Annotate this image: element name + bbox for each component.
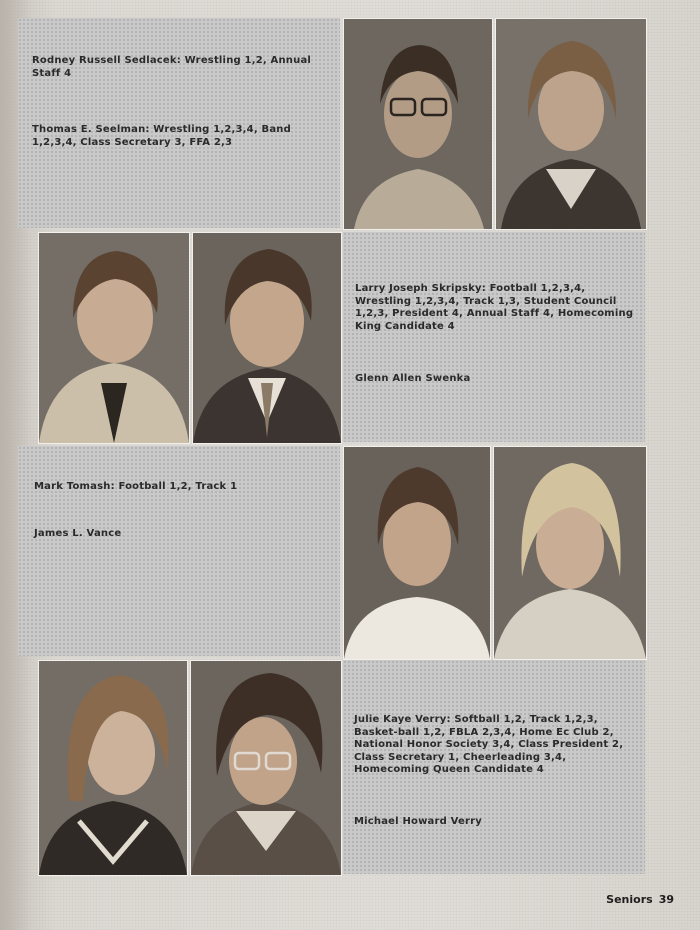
portrait-tomash	[343, 446, 491, 660]
portrait-skripsky-figure	[39, 233, 189, 443]
caption-vance: James L. Vance	[34, 528, 122, 539]
portrait-vance-figure	[494, 447, 646, 659]
portrait-julie-verry-figure	[39, 661, 187, 875]
portrait-seelman-figure	[496, 19, 646, 229]
caption-panel-row3	[18, 446, 340, 656]
portrait-julie-verry	[38, 660, 188, 876]
caption-panel-row2	[343, 232, 645, 442]
page-footer	[600, 893, 674, 906]
portrait-michael-verry	[190, 660, 342, 876]
portrait-skripsky	[38, 232, 190, 444]
portrait-tomash-figure	[344, 447, 490, 659]
caption-michael-verry: Michael Howard Verry	[354, 816, 483, 827]
portrait-vance	[493, 446, 647, 660]
page-number: 39	[658, 893, 674, 906]
caption-skripsky: Larry Joseph Skripsky: Football 1,2,3,4, Wrestling 1,2,3,4, Track 1,3, Student Council 1,2,3, President 4, Annual Staff 4, Homecoming King Candidate 4	[355, 283, 634, 332]
caption-panel-row1	[18, 18, 340, 228]
portrait-seelman	[495, 18, 647, 230]
portrait-sedlacek	[343, 18, 493, 230]
portrait-michael-verry-figure	[191, 661, 341, 875]
caption-swenka: Glenn Allen Swenka	[355, 373, 471, 384]
caption-seelman: Thomas E. Seelman: Wrestling 1,2,3,4, Band 1,2,3,4, Class Secretary 3, FFA 2,3	[32, 124, 291, 148]
portrait-swenka	[192, 232, 342, 444]
caption-julie-verry: Julie Kaye Verry: Softball 1,2, Track 1,2,3, Basket-ball 1,2, FBLA 2,3,4, Home Ec Club 2, National Honor Society 3,4, Class President 2, Class Secretary 1, Cheerleading 3,4, Homecoming Queen Candidate 4	[354, 714, 624, 775]
portrait-sedlacek-figure	[344, 19, 492, 229]
portrait-swenka-figure	[193, 233, 341, 443]
section-label: Seniors	[606, 893, 653, 906]
caption-sedlacek: Rodney Russell Sedlacek: Wrestling 1,2, Annual Staff 4	[32, 55, 312, 79]
caption-tomash: Mark Tomash: Football 1,2, Track 1	[34, 481, 238, 492]
